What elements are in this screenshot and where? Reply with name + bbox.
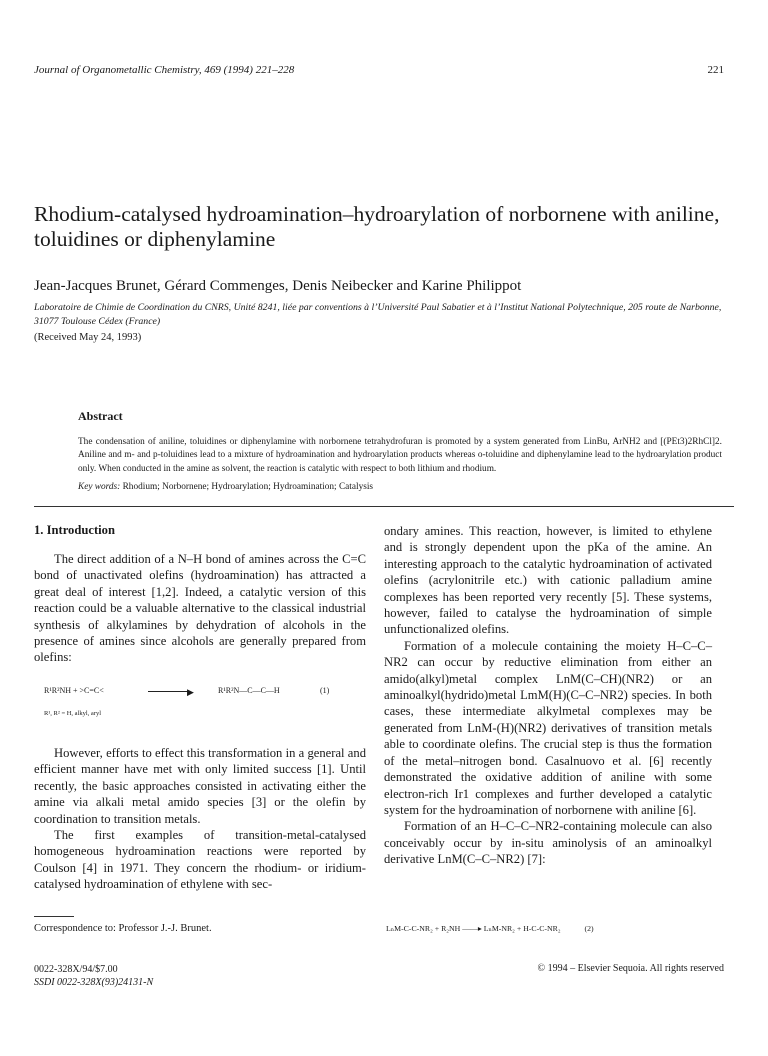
equation-2-number: (2) (584, 924, 594, 933)
page-number: 221 (707, 64, 724, 76)
section-heading: 1. Introduction (34, 523, 115, 537)
author-list: Jean-Jacques Brunet, Gérard Commenges, Denis Neibecker and Karine Philippot (34, 278, 522, 294)
paragraph: However, efforts to effect this transformation in a general and efficient manner have met with only limited success [1]. Until recently, the basic approaches consisted in activating either the amine via alkali metal amido species [3] or the olefin by coordination to transition metals. (34, 746, 366, 826)
section-divider (34, 506, 734, 507)
equation-rhs: R¹R²N—C—C—H (218, 686, 280, 695)
ssdi: SSDI 0022-328X(93)24131-N (34, 977, 154, 988)
equation-number: (1) (320, 686, 330, 695)
paragraph: Formation of a molecule containing the moiety H–C–C–NR2 can occur by reductive elimination from either an amido(alkyl)metal complex LnM(C–CH)(NR2) or an aminoalkyl(hydrido)metal LmM(H)(C–C–NR2) species. In both cases, these intermediate alkylmetal complexes may be generated from LnM-(H)(NR2) derivatives of transition metals able to coordinate olefins. The crucial step is thus the formation of the metal–nitrogen bond. Casalnuovo et al. [6] recently demonstrated the oxidative addition of aniline with some electron-rich Ir1 complexes and further developed a catalytic system for the hydroamination of norbornene with aniline [6]. (384, 638, 712, 817)
equation-2-text: LₙM-C-C-NR₂ + R₂NH ——▸ LₙM-NR₂ + H-C-C-NR₂ (386, 924, 561, 933)
journal-running-head: Journal of Organometallic Chemistry, 469 (1994) 221–228 (34, 64, 295, 76)
affiliation: Laboratoire de Chimie de Coordination du CNRS, Unité 8241, liée par conventions à l’Université Paul Sabatier et à l’Institut National Polytechnique, 205 route de Narbonne, 31077 Toulouse Cédex (France) (34, 302, 722, 327)
paragraph: ondary amines. This reaction, however, is limited to ethylene and is strongly dependent upon the pKa of the amine. An interesting approach to the catalytic hydroamination of activated olefins (acrylonitrile etc.) with cationic palladium amine complexes has been reported very recently [5]. These systems, however, failed to catalyse the hydroamination of simple unfunctionalized olefins. (384, 524, 712, 637)
correspondence-note: Correspondence to: Professor J.-J. Brunet. (34, 923, 212, 934)
left-column-para-1 (34, 551, 366, 666)
equation-1 (44, 673, 364, 713)
footnote-rule (34, 916, 74, 917)
keywords-label: Key words: (78, 482, 121, 492)
keywords-list: Rhodium; Norbornene; Hydroarylation; Hydroamination; Catalysis (122, 482, 374, 492)
paragraph: Formation of an H–C–C–NR2-containing molecule can also conceivably occur by in-situ aminolysis of an aminoalkyl derivative LnM(C–C–NR2) [7]: (384, 819, 712, 867)
left-column-para-2 (34, 745, 366, 893)
equation-lhs: R¹R²NH + >C=C< (44, 686, 104, 695)
received-date: (Received May 24, 1993) (34, 332, 142, 343)
abstract-text: The condensation of aniline, toluidines or diphenylamine with norbornene tetrahydrofuran is promoted by a system generated from LinBu, ArNH2 and [(PEt3)2RhCl]2. Aniline and m- and p-toluidines lead to a mixture of hydroamination and hydroarylation products whereas o-toluidine and diphenylamine lead to the hydroarylation product only. When conducted in the amine as solvent, the reaction is catalytic with respect to both lithium and rhodium. (78, 437, 722, 474)
copyright: © 1994 – Elsevier Sequoia. All rights reserved (537, 963, 724, 974)
issn: 0022-328X/94/$7.00 (34, 964, 118, 975)
issn-block (34, 963, 153, 989)
abstract-heading: Abstract (78, 409, 123, 423)
equation-2 (386, 924, 594, 933)
equation-note: R¹, R² = H, alkyl, aryl (44, 710, 102, 717)
keywords (78, 482, 373, 492)
right-column (384, 523, 712, 868)
paragraph: The direct addition of a N–H bond of amines across the C=C bond of unactivated olefins (hydroamination) has attracted a great deal of interest [1,2]. Indeed, a catalytic version of this reaction could be a valuable alternative to the classical industrial synthesis of alkylamines by dehydration of alcohols in the presence of amines since alcohols are generally prepared from olefins: (34, 552, 366, 665)
reaction-arrow (148, 691, 190, 692)
arrowhead-icon: ▶ (187, 687, 194, 697)
article-title: Rhodium-catalysed hydroamination–hydroarylation of norbornene with aniline, toluidines or diphenylamine (34, 202, 720, 251)
paragraph: The first examples of transition-metal-catalysed homogeneous hydroamination reactions were reported by Coulson [4] in 1971. They concern the rhodium- or iridium-catalysed hydroamination of ethylene with sec- (34, 828, 366, 892)
